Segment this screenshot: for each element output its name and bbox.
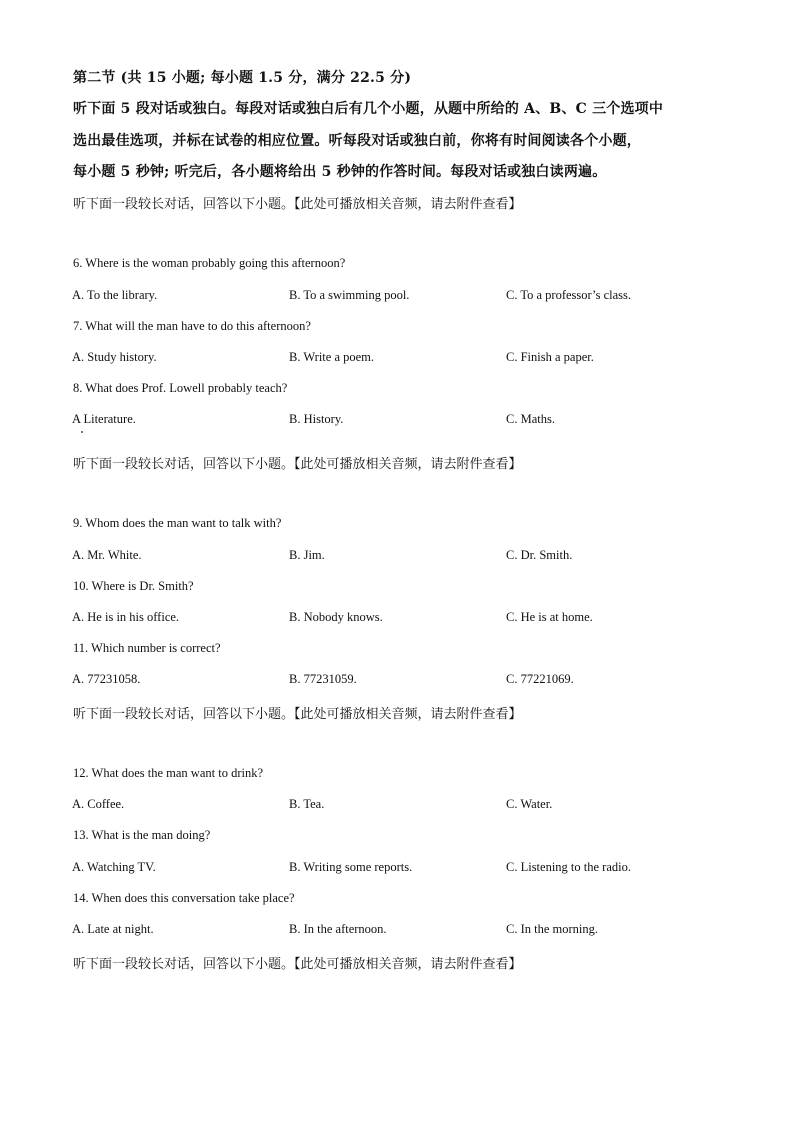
question-stem: 13. What is the man doing? xyxy=(73,828,211,842)
audio-intro: 听下面一段较长对话，回答以下小题。【此处可播放相关音频，请去附件查看】 xyxy=(73,457,522,472)
option-c[interactable]: C. He is at home. xyxy=(506,610,593,624)
audio-intro: 听下面一段较长对话，回答以下小题。【此处可播放相关音频，请去附件查看】 xyxy=(73,957,522,972)
option-a[interactable]: A. He is in his office. xyxy=(72,610,180,624)
question-stem: 9. Whom does the man want to talk with? xyxy=(73,516,282,530)
question-stem: 8. What does Prof. Lowell probably teach? xyxy=(73,381,288,395)
option-b[interactable]: B. Writing some reports. xyxy=(289,860,413,874)
question-stem: 14. When does this conversation take place? xyxy=(73,891,295,905)
option-a[interactable]: A. Mr. White. xyxy=(72,548,142,562)
question-stem: 11. Which number is correct? xyxy=(73,641,221,655)
option-c[interactable]: C. 77221069. xyxy=(506,672,574,686)
option-a[interactable]: A. To the library. xyxy=(72,288,158,302)
option-c[interactable]: C. In the morning. xyxy=(506,922,599,936)
option-c[interactable]: C. Finish a paper. xyxy=(506,350,594,364)
audio-intro: 听下面一段较长对话，回答以下小题。【此处可播放相关音频，请去附件查看】 xyxy=(73,707,522,722)
section-title: 第二节 (共 15 小题; 每小题 1.5 分，满分 22.5 分) xyxy=(73,70,412,86)
option-c[interactable]: C. Maths. xyxy=(506,412,555,426)
option-c[interactable]: C. Water. xyxy=(506,797,553,811)
question-stem: 7. What will the man have to do this afternoon? xyxy=(73,319,311,333)
option-b[interactable]: B. Tea. xyxy=(289,797,325,811)
option-c[interactable]: C. Dr. Smith. xyxy=(506,548,573,562)
question-stem: 6. Where is the woman probably going this afternoon? xyxy=(73,256,346,270)
option-a[interactable]: A. Watching TV. xyxy=(72,860,156,874)
question-stem: 10. Where is Dr. Smith? xyxy=(73,579,194,593)
option-b[interactable]: B. Write a poem. xyxy=(289,350,375,364)
question-stem: 12. What does the man want to drink? xyxy=(73,766,264,780)
option-a[interactable]: A. 77231058. xyxy=(72,672,141,686)
option-b[interactable]: B. 77231059. xyxy=(289,672,357,686)
option-c[interactable]: C. Listening to the radio. xyxy=(506,860,631,874)
instructions-line-1: 听下面 5 段对话或独白。每段对话或独白后有几个小题，从题中所给的 A、B、C 三个选项中 xyxy=(73,101,664,117)
option-b[interactable]: B. To a swimming pool. xyxy=(289,288,410,302)
option-c[interactable]: C. To a professor’s class. xyxy=(506,288,632,302)
stray-mark xyxy=(81,431,83,433)
option-a[interactable]: A Literature. xyxy=(72,412,136,426)
option-b[interactable]: B. Jim. xyxy=(289,548,325,562)
option-b[interactable]: B. In the afternoon. xyxy=(289,922,387,936)
option-b[interactable]: B. History. xyxy=(289,412,344,426)
option-a[interactable]: A. Study history. xyxy=(72,350,157,364)
option-b[interactable]: B. Nobody knows. xyxy=(289,610,383,624)
instructions-line-2: 选出最佳选项，并标在试卷的相应位置。听每段对话或独白前，你将有时间阅读各个小题， xyxy=(73,133,641,149)
instructions-line-3: 每小题 5 秒钟; 听完后，各小题将给出 5 秒钟的作答时间。每段对话或独白读两遍。 xyxy=(73,164,607,180)
option-a[interactable]: A. Late at night. xyxy=(72,922,154,936)
audio-intro: 听下面一段较长对话，回答以下小题。【此处可播放相关音频，请去附件查看】 xyxy=(73,197,522,212)
option-a[interactable]: A. Coffee. xyxy=(72,797,125,811)
